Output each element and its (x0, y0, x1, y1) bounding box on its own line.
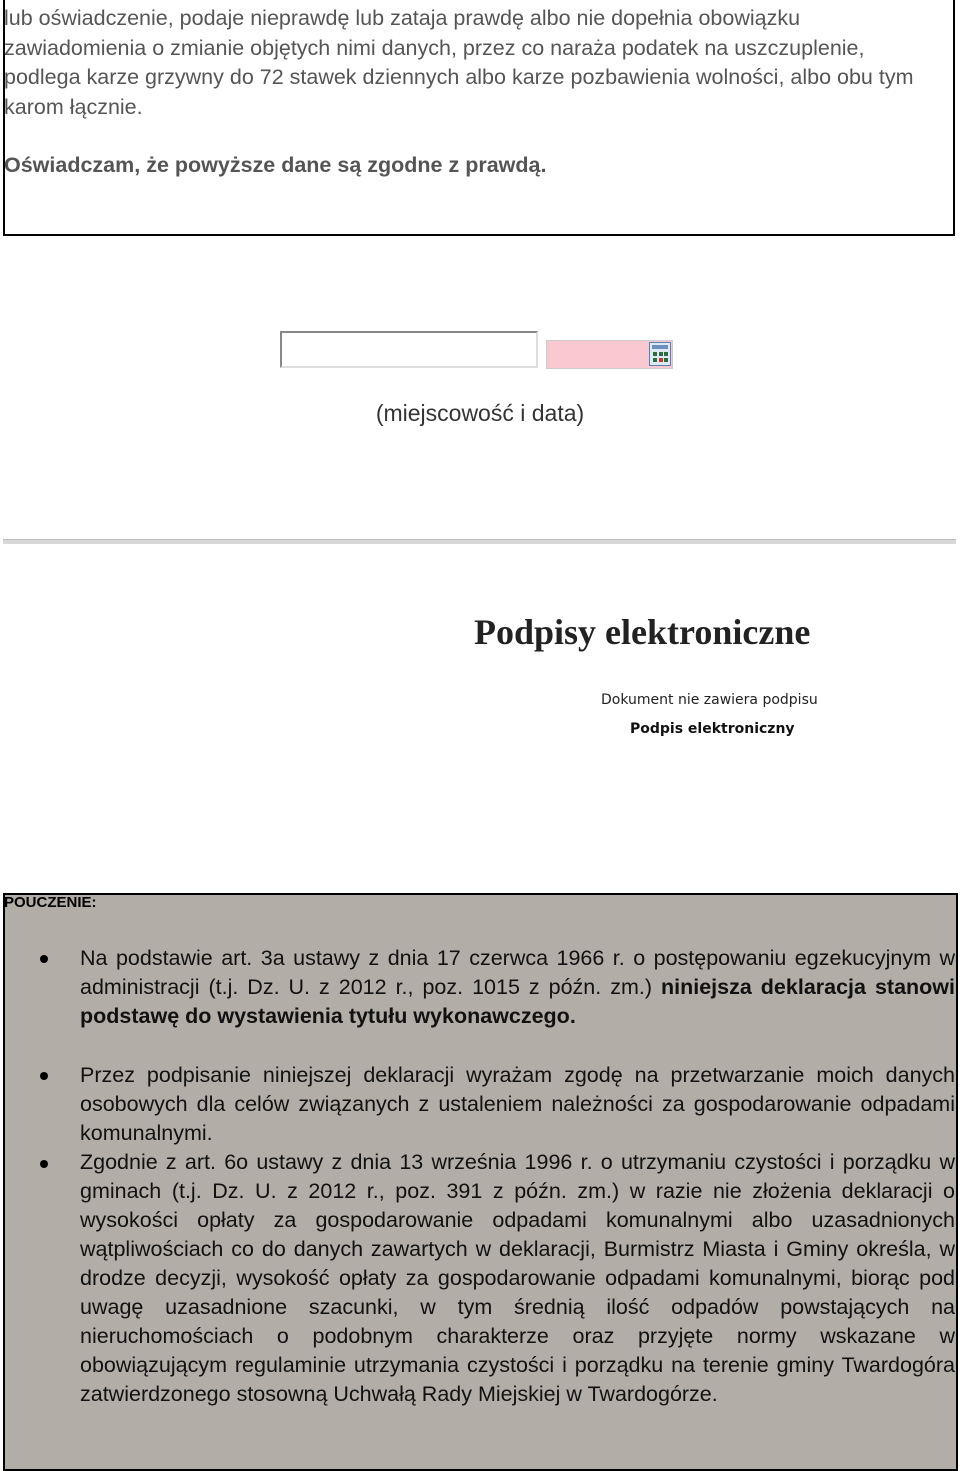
truth-declaration: Oświadczam, że powyższe dane są zgodne z prawdą. (4, 153, 547, 177)
calendar-icon[interactable] (649, 342, 671, 366)
section-divider (3, 539, 956, 544)
bullet-icon (40, 955, 48, 963)
bullet-icon (40, 1160, 48, 1168)
notice-item-1 (80, 944, 955, 1031)
electronic-signature-button[interactable]: Podpis elektroniczny (630, 721, 795, 737)
notice-title: POUCZENIE: (4, 894, 97, 911)
notice-item-1-text: Na podstawie art. 3a ustawy z dnia 17 czerwca 1966 r. o postępowaniu egzekucyjnym w administracji (t.j. Dz. U. z 2012 r., poz. 1015 z późn. zm.) (80, 946, 955, 999)
signature-status: Dokument nie zawiera podpisu (601, 692, 818, 708)
place-input[interactable] (280, 331, 538, 368)
place-date-caption: (miejscowość i data) (375, 400, 585, 426)
notice-item-2: Przez podpisanie niniejszej deklaracji wyrażam zgodę na przetwarzanie moich danych osobowych dla celów związanych z ustaleniem należności za gospodarowanie odpadami komunalnymi. (80, 1063, 955, 1145)
signatures-title: Podpisy elektroniczne (474, 612, 811, 652)
penalty-paragraph: lub oświadczenie, podaje nieprawdę lub zataja prawdę albo nie dopełnia obowiązku zawiadomienia o zmianie objętych nimi danych, przez co naraża podatek na uszczuplenie, podlega karze grzywny do 72 stawek dziennych albo karze pozbawienia wolności, albo obu tym karom łącznie. (4, 6, 914, 119)
notice-item-1-bold: niniejsza deklaracja stanowi podstawę do wystawienia tytułu wykonawczego. (80, 975, 956, 1028)
notice-item-3: Zgodnie z art. 6o ustawy z dnia 13 września 1996 r. o utrzymaniu czystości i porządku w gminach (t.j. Dz. U. z 2012 r., poz. 391 z późn. zm.) w razie nie złożenia deklaracji o wysokości opłaty za gospodarowanie odpadami komunalnymi albo uzasadnionych wątpliwościach co do danych zawartych w deklaracji, Burmistrz Miasta i Gminy określa, w drodze decyzji, wysokość opłaty za gospodarowanie odpadami komunalnymi, biorąc pod uwagę uzasadnione szacunki, w tym średnią ilość odpadów powstających na nieruchomościach o podobnym charakterze oraz przyjęte normy wskazane w obowiązującym regulaminie utrzymania czystości i porządku na terenie gminy Twardogóra zatwierdzonego stosowną Uchwałą Rady Miejskiej w Twardogórze. (80, 1150, 955, 1406)
bullet-icon (40, 1072, 48, 1080)
